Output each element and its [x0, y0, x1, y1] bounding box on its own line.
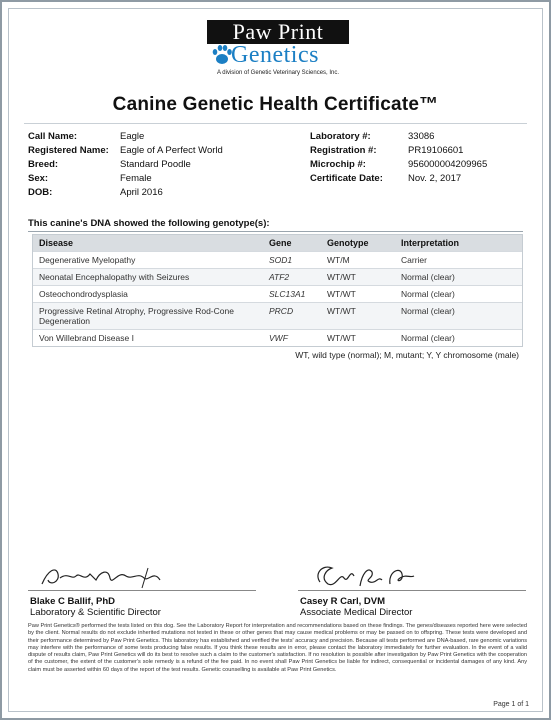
info-label: Laboratory #:	[310, 131, 371, 142]
table-row	[33, 302, 522, 329]
info-label: Certificate Date:	[310, 173, 383, 184]
cell-interpretation: Normal (clear)	[401, 289, 455, 299]
lab-info	[310, 130, 487, 186]
cell-disease: Neonatal Encephalopathy with Seizures	[39, 272, 190, 282]
info-value: Eagle of A Perfect World	[120, 145, 223, 156]
table-row	[33, 268, 522, 285]
table-header	[33, 235, 522, 251]
genotype-table	[32, 234, 523, 347]
logo-line2: Genetics	[231, 42, 319, 68]
info-value: April 2016	[120, 187, 163, 198]
lab-info-row	[310, 172, 487, 186]
signatory-name-right: Casey R Carl, DVM	[300, 596, 386, 607]
paw-print-genetics-logo	[207, 20, 349, 82]
cell-gene: PRCD	[269, 306, 294, 316]
signatory-name-left: Blake C Ballif, PhD	[30, 596, 115, 607]
info-value: 956000004209965	[408, 159, 488, 170]
signature-carl	[310, 560, 420, 592]
cell-interpretation: Normal (clear)	[401, 333, 455, 343]
info-value: PR19106601	[408, 145, 464, 156]
cell-disease: Progressive Retinal Atrophy, Progressive Rod-Cone Degeneration	[39, 306, 234, 326]
cell-genotype: WT/WT	[327, 306, 356, 316]
genotype-section-heading: This canine's DNA showed the following genotype(s):	[28, 218, 270, 229]
info-value: Standard Poodle	[120, 159, 191, 170]
cell-interpretation: Normal (clear)	[401, 272, 455, 282]
page-number: Page 1 of 1	[493, 701, 529, 708]
column-header-disease: Disease	[39, 238, 74, 248]
cell-interpretation: Normal (clear)	[401, 306, 455, 316]
info-label: Sex:	[28, 173, 49, 184]
cell-genotype: WT/M	[327, 255, 350, 265]
info-label: Registered Name:	[28, 145, 109, 156]
info-value: Eagle	[120, 131, 145, 142]
cell-disease: Degenerative Myelopathy	[39, 255, 136, 265]
info-label: Call Name:	[28, 131, 78, 142]
certificate-title: Canine Genetic Health Certificate™	[112, 94, 439, 115]
info-label: Breed:	[28, 159, 59, 170]
dog-info-row	[28, 130, 223, 144]
column-header-interpretation: Interpretation	[401, 238, 460, 248]
lab-info-row	[310, 158, 487, 172]
signatory-title-left: Laboratory & Scientific Director	[30, 607, 161, 618]
cell-genotype: WT/WT	[327, 272, 356, 282]
lab-info-row	[310, 130, 487, 144]
info-label: DOB:	[28, 187, 53, 198]
dog-info-row	[28, 172, 223, 186]
signature-line-left	[28, 590, 256, 591]
dog-info-row	[28, 158, 223, 172]
column-header-gene: Gene	[269, 238, 292, 248]
section-divider	[28, 231, 523, 232]
dog-info-row	[28, 144, 223, 158]
info-label: Microchip #:	[310, 159, 366, 170]
cell-genotype: WT/WT	[327, 333, 356, 343]
title-divider	[24, 123, 527, 124]
cell-interpretation: Carrier	[401, 255, 427, 265]
table-row	[33, 285, 522, 302]
cell-gene: SOD1	[269, 255, 293, 265]
cell-gene: ATF2	[269, 272, 290, 282]
cell-disease: Von Willebrand Disease I	[39, 333, 134, 343]
logo-tagline: A division of Genetic Veterinary Sciences, Inc.	[216, 70, 340, 76]
info-value: 33086	[408, 131, 435, 142]
legal-disclaimer: Paw Print Genetics® performed the tests listed on this dog. See the Laboratory Report for interpretation and recommendations based on these findings. The genes/diseases reported here were selected by the client. Normal results do not exclude inherited mutations not tested in these or other genes that may cause medical problems or may be passed on to offspring. These tests were developed and their performance determined by Paw Print Genetics. This laboratory has established and verified the tests' accuracy and precision. Because all tests performed are DNA-based, rare genomic variations may interfere with the performance of some tests producing false results. If you think these results are in error, please contact the laboratory immediately for further evaluation. In the event of a valid dispute of results claim, Paw Print Genetics will do its best to resolve such a claim to the customer's satisfaction. If no resolution is possible after investigation by Paw Print Genetics with the cooperation of the customer, the extent of the customer's sole remedy is a refund of the fee paid. In no event shall Paw Print Genetics be liable for indirect, consequential or incidental damages of any kind. Any claim must be asserted within 60 days of the report of the test results. Genetic counselling is available at Paw Print Genetics.	[28, 623, 527, 673]
dog-info-row	[28, 186, 223, 200]
cell-gene: VWF	[269, 333, 288, 343]
table-row	[33, 251, 522, 268]
cell-disease: Osteochondrodysplasia	[39, 289, 128, 299]
column-header-genotype: Genotype	[327, 238, 369, 248]
signatory-title-right: Associate Medical Director	[300, 607, 413, 618]
signature-ballif	[38, 560, 168, 592]
dog-info	[28, 130, 223, 200]
genotype-legend: WT, wild type (normal); M, mutant; Y, Y chromosome (male)	[295, 350, 519, 360]
info-value: Nov. 2, 2017	[408, 173, 462, 184]
signature-line-right	[298, 590, 526, 591]
logo-line1: Paw Print	[207, 20, 349, 44]
lab-info-row	[310, 144, 487, 158]
paw-icon	[211, 42, 233, 68]
info-value: Female	[120, 173, 152, 184]
cell-genotype: WT/WT	[327, 289, 356, 299]
table-row	[33, 329, 522, 346]
cell-gene: SLC13A1	[269, 289, 306, 299]
info-label: Registration #:	[310, 145, 377, 156]
